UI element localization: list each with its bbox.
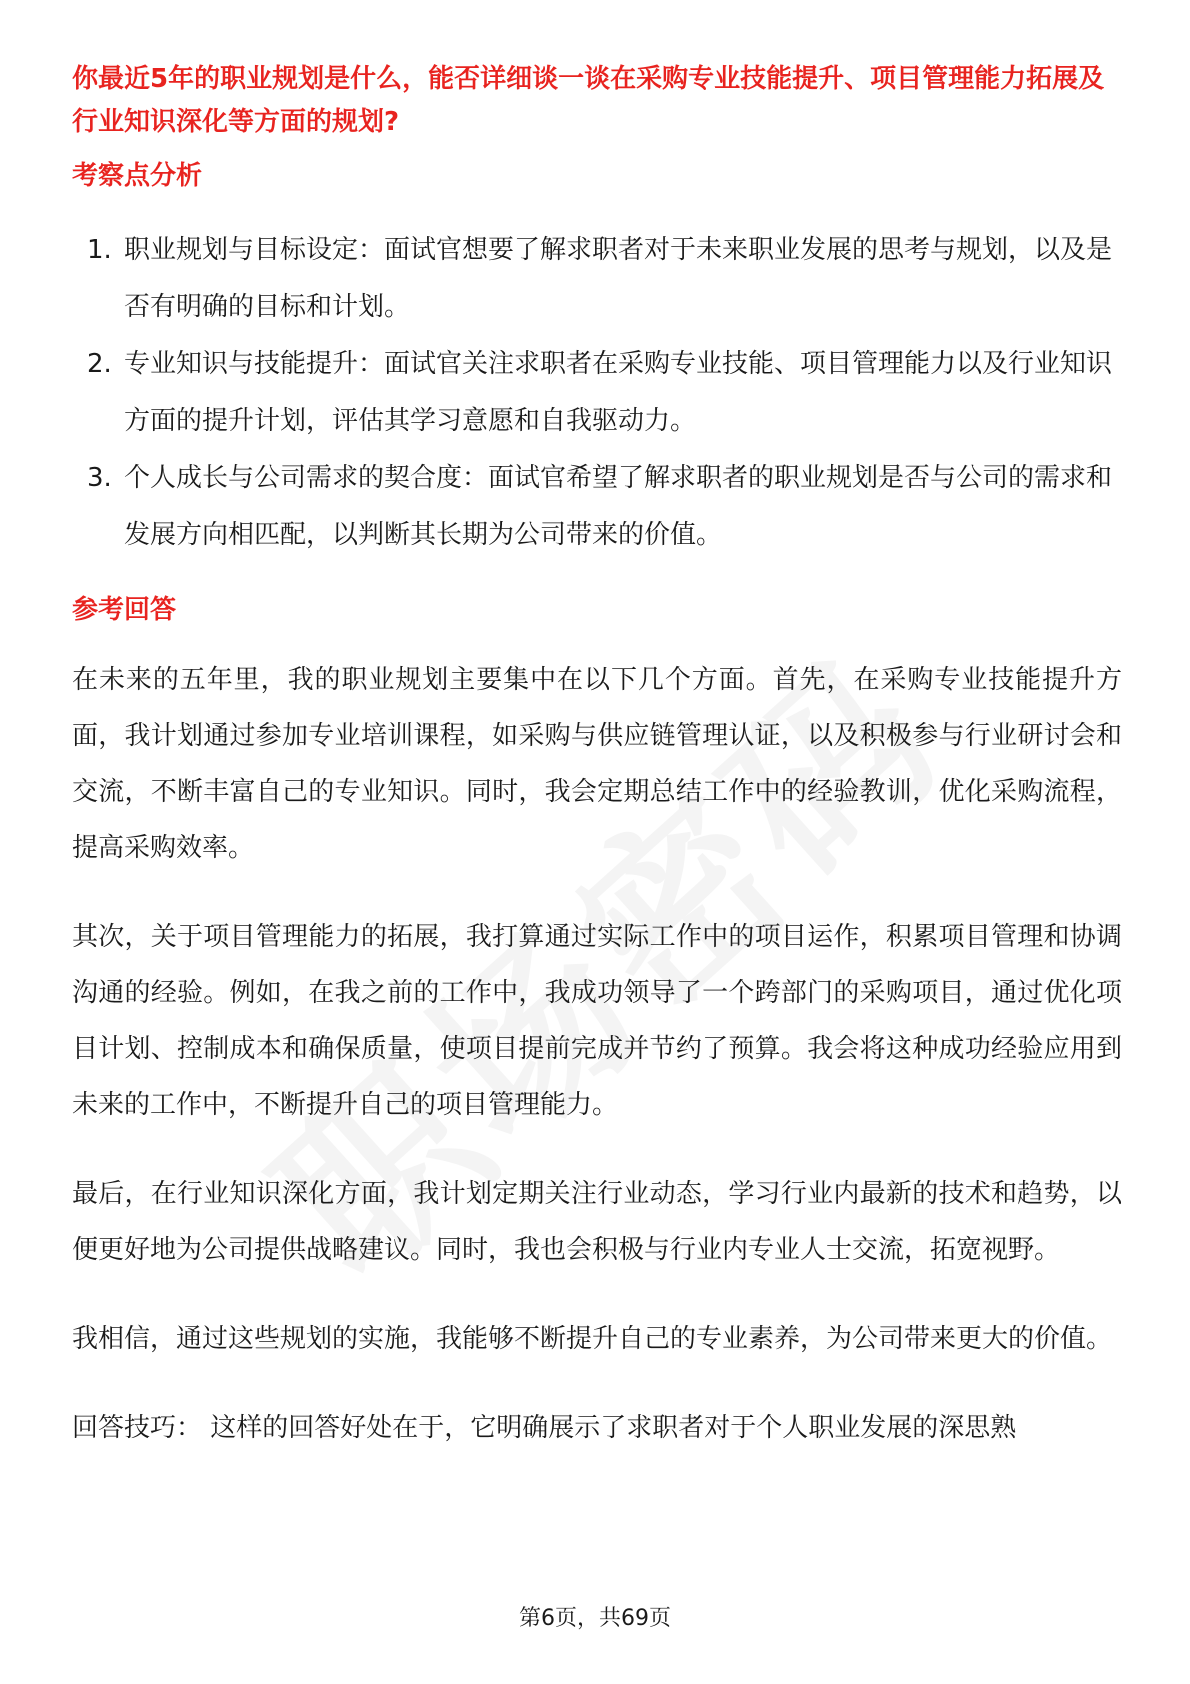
list-item-text: 专业知识与技能提升：面试官关注求职者在采购专业技能、项目管理能力以及行业知识方面的提升计划，评估其学习意愿和自我驱动力。 <box>124 349 1113 436</box>
question-heading: 你最近5年的职业规划是什么，能否详细谈一谈在采购专业技能提升、项目管理能力拓展及行业知识深化等方面的规划? <box>72 64 1105 137</box>
list-item-number: 1. <box>87 235 112 265</box>
answer-paragraph: 其次，关于项目管理能力的拓展，我打算通过实际工作中的项目运作，积累项目管理和协调沟通的经验。例如，在我之前的工作中，我成功领导了一个跨部门的采购项目，通过优化项目计划、控制成本和确保质量，使项目提前完成并节约了预算。我会将这种成功经验应用到未来的工作中，不断提升自己的项目管理能力。 <box>72 922 1122 1120</box>
answer-title: 参考回答 <box>72 595 177 625</box>
list-item <box>72 222 1122 336</box>
list-item <box>72 336 1122 450</box>
list-item-text: 个人成长与公司需求的契合度：面试官希望了解求职者的职业规划是否与公司的需求和发展方向相匹配，以判断其长期为公司带来的价值。 <box>124 463 1113 550</box>
answer-paragraph: 我相信，通过这些规划的实施，我能够不断提升自己的专业素养，为公司带来更大的价值。 <box>72 1324 1113 1354</box>
list-item-number: 3. <box>87 463 112 493</box>
answer-paragraph: 在未来的五年里，我的职业规划主要集中在以下几个方面。首先，在采购专业技能提升方面，我计划通过参加专业培训课程，如采购与供应链管理认证，以及积极参与行业研讨会和交流，不断丰富自己的专业知识。同时，我会定期总结工作中的经验教训，优化采购流程，提高采购效率。 <box>72 665 1122 863</box>
page-number: 第6页，共69页 <box>519 1606 671 1631</box>
document-body <box>72 58 1122 1456</box>
analysis-title: 考察点分析 <box>72 161 203 191</box>
answer-paragraph: 最后，在行业知识深化方面，我计划定期关注行业动态，学习行业内最新的技术和趋势，以便更好地为公司提供战略建议。同时，我也会积极与行业内专业人士交流，拓宽视野。 <box>72 1179 1122 1265</box>
list-item-number: 2. <box>87 349 112 379</box>
analysis-points-list <box>72 222 1122 564</box>
list-item-text: 职业规划与目标设定：面试官想要了解求职者对于未来职业发展的思考与规划，以及是否有明确的目标和计划。 <box>124 235 1113 322</box>
answer-tips: 回答技巧： 这样的回答好处在于，它明确展示了求职者对于个人职业发展的深思熟 <box>72 1413 1017 1443</box>
list-item <box>72 450 1122 564</box>
